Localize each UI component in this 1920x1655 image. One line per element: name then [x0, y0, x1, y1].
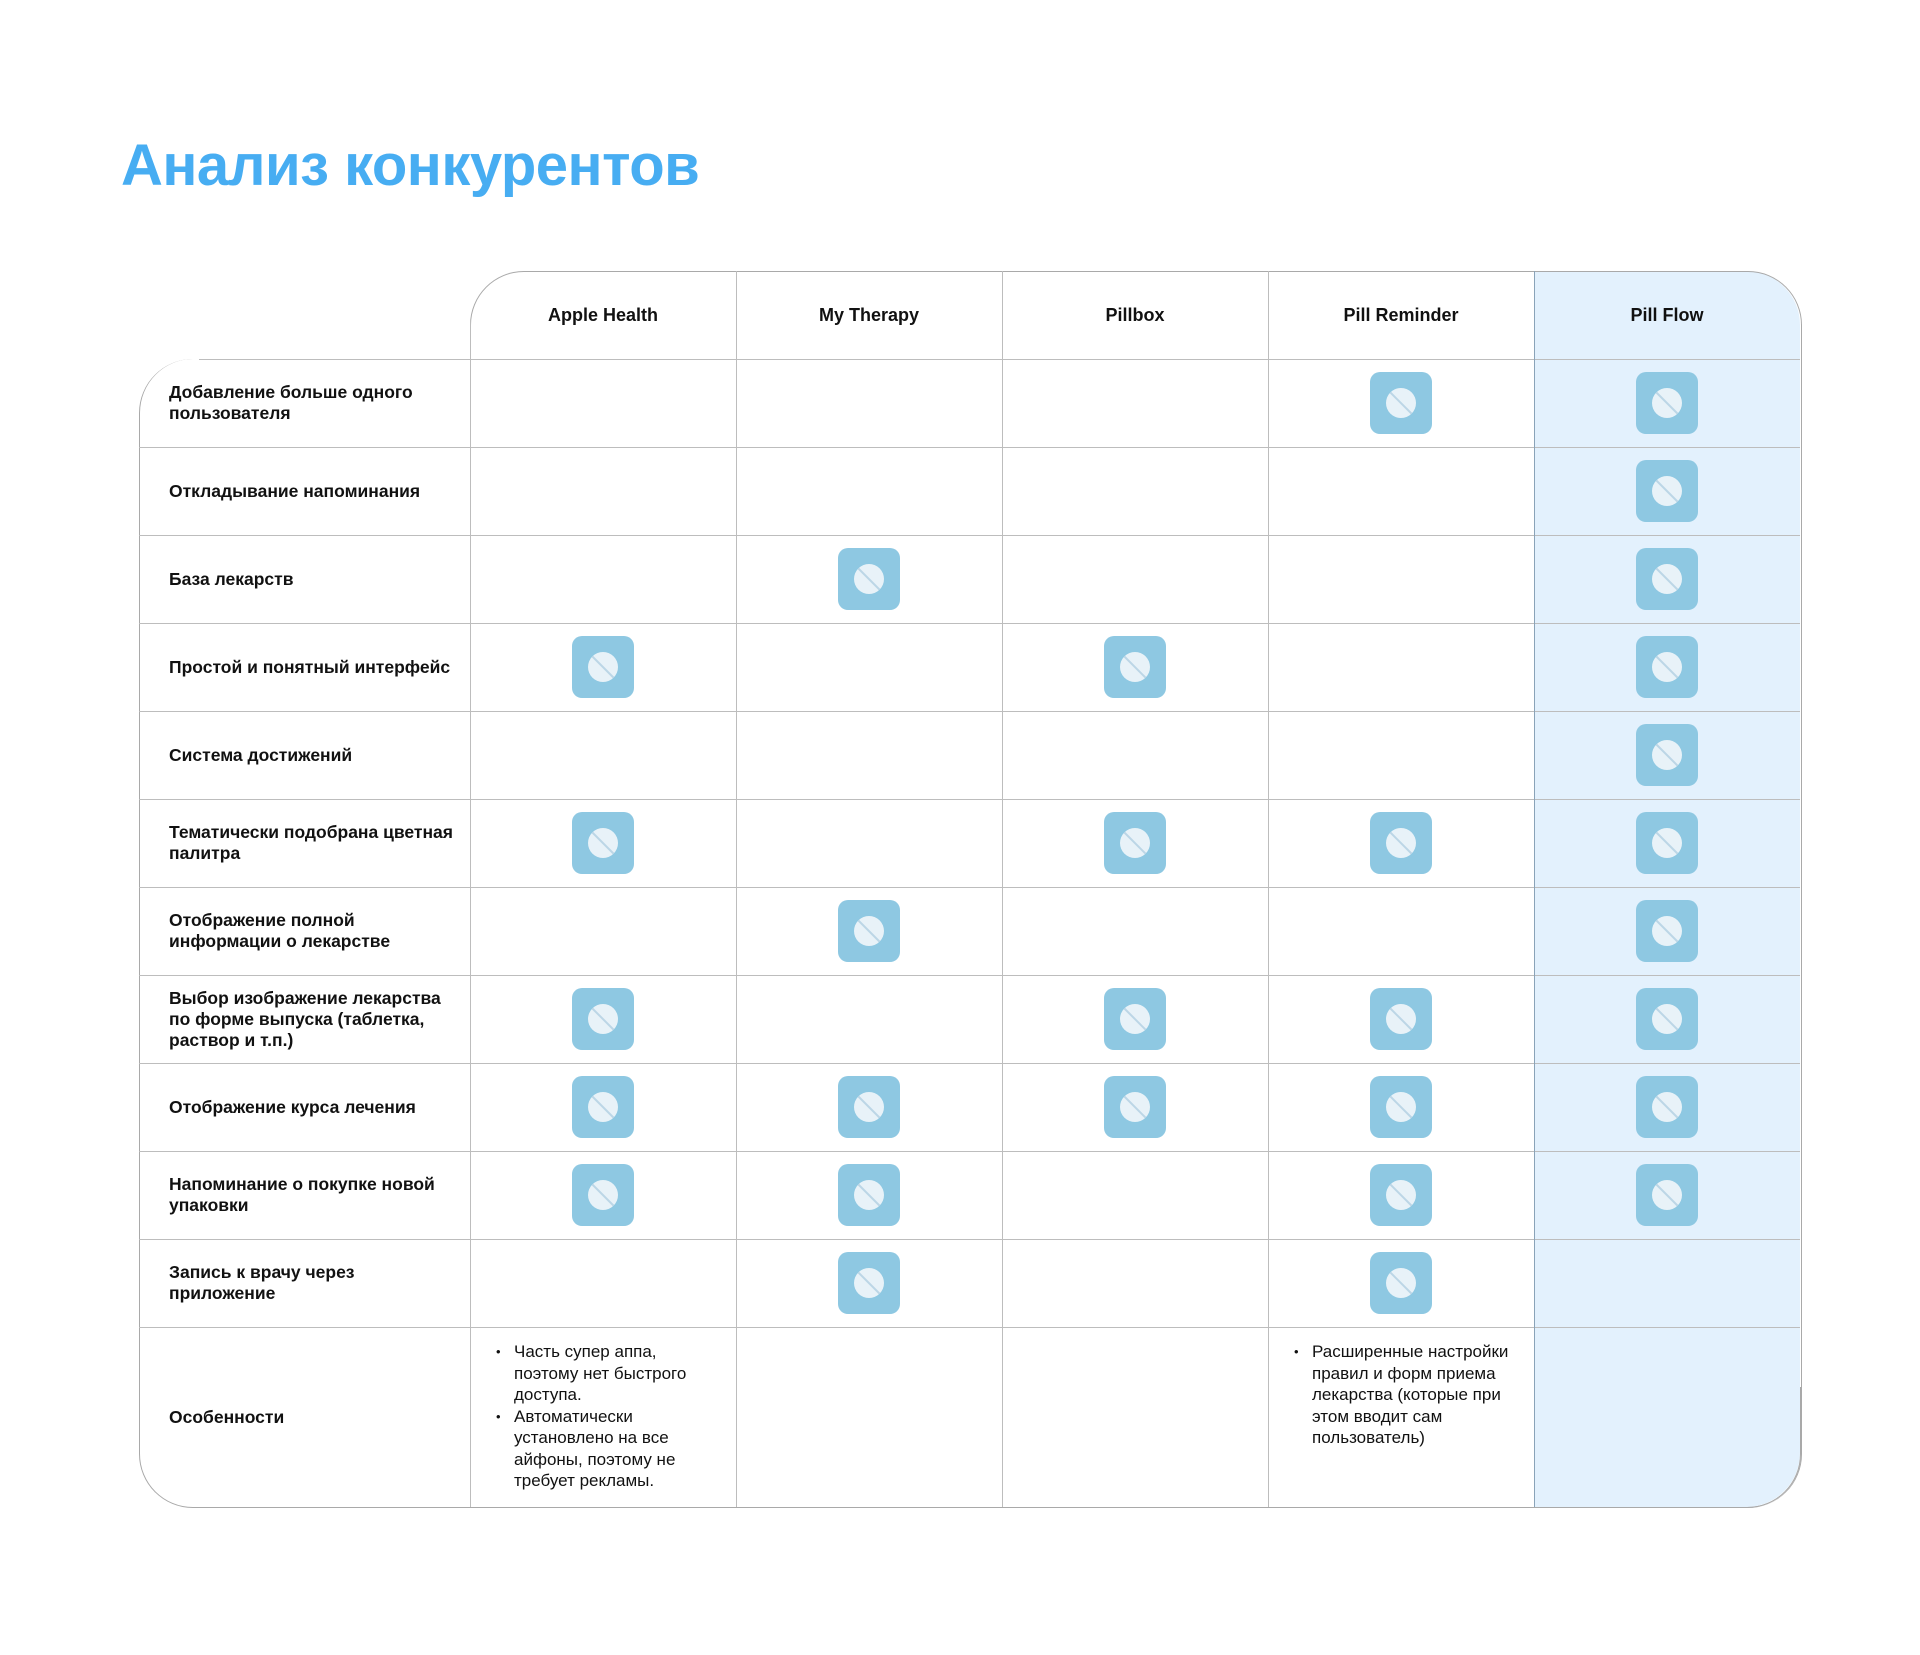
pill-check-icon: [1636, 460, 1698, 522]
pill-icon: [1652, 1092, 1682, 1122]
pill-icon: [854, 564, 884, 594]
column-divider: [1534, 271, 1535, 1507]
feature-note: • Часть супер аппа, поэтому нет быстрого доступа.: [496, 1341, 716, 1406]
row-label: Система достижений: [169, 744, 353, 765]
pill-check-icon: [838, 900, 900, 962]
comparison-table: [139, 271, 1789, 1501]
pill-icon: [588, 652, 618, 682]
column-header-pill-reminder: Pill Reminder: [1343, 304, 1459, 325]
row-label: Добавление больше одного пользователя: [169, 382, 413, 423]
features-label: Особенности: [169, 1406, 285, 1427]
pill-check-icon: [1370, 812, 1432, 874]
pill-icon: [1652, 1004, 1682, 1034]
features-notes: [496, 1341, 716, 1492]
pill-check-icon: [838, 1076, 900, 1138]
pill-check-icon: [1104, 636, 1166, 698]
pill-check-icon: [1636, 812, 1698, 874]
pill-icon: [1652, 564, 1682, 594]
pill-check-icon: [1370, 1164, 1432, 1226]
pill-check-icon: [1636, 636, 1698, 698]
row-label: Откладывание напоминания: [169, 480, 421, 501]
pill-check-icon: [1636, 1164, 1698, 1226]
pill-check-icon: [1636, 548, 1698, 610]
highlight-column: [1534, 271, 1800, 1507]
pill-check-icon: [1370, 988, 1432, 1050]
row-label: Выбор изображение лекарства по форме выпуска (таблетка, раствор и т.п.): [169, 987, 441, 1050]
pill-icon: [588, 1004, 618, 1034]
pill-check-icon: [838, 1164, 900, 1226]
pill-icon: [1652, 828, 1682, 858]
pill-check-icon: [838, 1252, 900, 1314]
pill-check-icon: [572, 812, 634, 874]
pill-icon: [1652, 1180, 1682, 1210]
row-label: Отображение полной информации о лекарстве: [169, 910, 391, 951]
row-label: Отображение курса лечения: [169, 1096, 416, 1117]
pill-icon: [588, 828, 618, 858]
pill-icon: [1652, 652, 1682, 682]
features-notes: [1294, 1341, 1514, 1449]
pill-icon: [854, 1268, 884, 1298]
pill-icon: [1386, 1180, 1416, 1210]
pill-check-icon: [1370, 372, 1432, 434]
pill-icon: [588, 1092, 618, 1122]
pill-icon: [1652, 916, 1682, 946]
row-label: База лекарств: [169, 568, 294, 589]
pill-check-icon: [1104, 988, 1166, 1050]
pill-icon: [1386, 388, 1416, 418]
feature-note: • Расширенные настройки правил и форм приема лекарства (которые при этом вводит сам пользователь): [1294, 1341, 1514, 1449]
row-label: Запись к врачу через приложение: [169, 1262, 355, 1303]
pill-icon: [1386, 1004, 1416, 1034]
pill-icon: [1652, 740, 1682, 770]
pill-icon: [1386, 1268, 1416, 1298]
column-divider: [1268, 271, 1269, 1507]
pill-icon: [854, 1180, 884, 1210]
pill-icon: [588, 1180, 618, 1210]
pill-check-icon: [1370, 1076, 1432, 1138]
pill-check-icon: [838, 548, 900, 610]
row-label: Тематически подобрана цветная палитра: [169, 822, 453, 863]
column-header-pill-flow: Pill Flow: [1630, 304, 1704, 325]
feature-note: • Автоматически установлено на все айфоны, поэтому не требует рекламы.: [496, 1406, 716, 1492]
label-separator: [470, 321, 471, 1507]
pill-icon: [1120, 652, 1150, 682]
pill-check-icon: [572, 636, 634, 698]
page-title: Анализ конкурентов: [121, 133, 700, 198]
pill-check-icon: [1636, 900, 1698, 962]
column-header-pillbox: Pillbox: [1105, 304, 1165, 325]
pill-icon: [1652, 476, 1682, 506]
pill-icon: [1386, 1092, 1416, 1122]
pill-check-icon: [1636, 988, 1698, 1050]
pill-check-icon: [572, 988, 634, 1050]
column-header-apple-health: Apple Health: [547, 304, 658, 325]
column-divider: [736, 271, 737, 1507]
pill-icon: [1386, 828, 1416, 858]
pill-check-icon: [572, 1076, 634, 1138]
pill-check-icon: [572, 1164, 634, 1226]
pill-icon: [1652, 388, 1682, 418]
pill-icon: [1120, 1004, 1150, 1034]
pill-icon: [854, 916, 884, 946]
row-label: Простой и понятный интерфейс: [169, 656, 451, 677]
pill-check-icon: [1636, 724, 1698, 786]
row-label: Напоминание о покупке новой упаковки: [169, 1174, 435, 1215]
pill-icon: [854, 1092, 884, 1122]
pill-check-icon: [1104, 812, 1166, 874]
pill-check-icon: [1636, 372, 1698, 434]
pill-check-icon: [1104, 1076, 1166, 1138]
pill-check-icon: [1370, 1252, 1432, 1314]
column-divider: [1002, 271, 1003, 1507]
pill-icon: [1120, 828, 1150, 858]
pill-check-icon: [1636, 1076, 1698, 1138]
column-header-my-therapy: My Therapy: [818, 304, 920, 325]
pill-icon: [1120, 1092, 1150, 1122]
